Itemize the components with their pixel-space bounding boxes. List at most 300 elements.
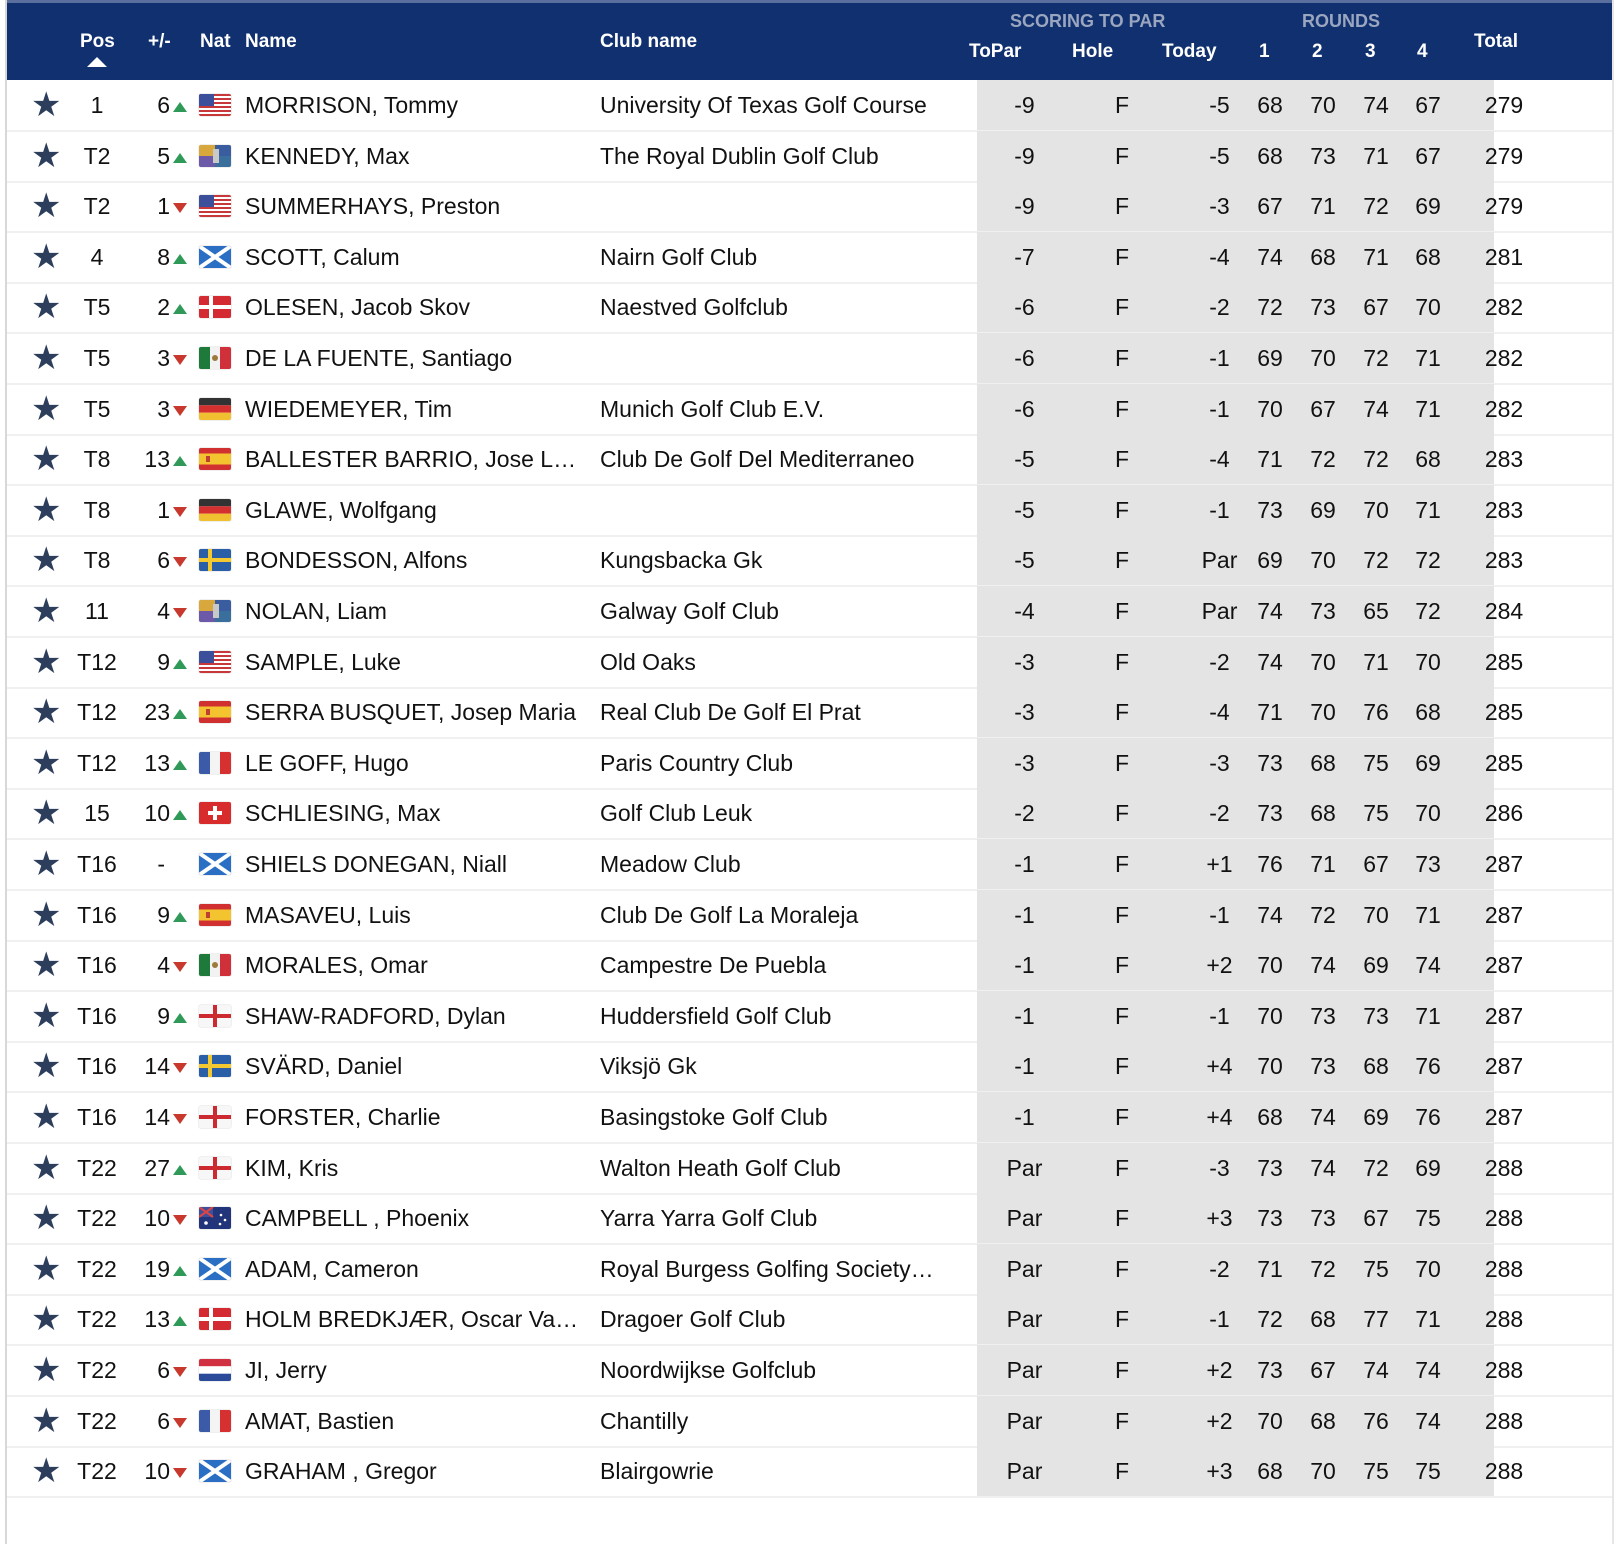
- round-3: 67: [1363, 1205, 1389, 1232]
- round-3: 74: [1363, 395, 1389, 422]
- flag-eng-icon: [199, 1106, 231, 1128]
- position: T8: [83, 446, 111, 473]
- total: 287: [1484, 1104, 1524, 1130]
- moved-down-icon: [173, 1114, 187, 1124]
- total: 279: [1484, 92, 1524, 118]
- position: T22: [77, 1407, 117, 1434]
- total: 281: [1484, 243, 1524, 270]
- flag-swe-icon: [199, 549, 231, 571]
- flag-usa-icon: [199, 195, 231, 217]
- favorite-star-icon[interactable]: ★: [31, 946, 62, 985]
- today: -1: [1209, 1002, 1230, 1029]
- hole: F: [1114, 952, 1130, 979]
- table-row[interactable]: [7, 485, 1612, 537]
- column-header-club[interactable]: Club name: [600, 31, 698, 52]
- table-row[interactable]: [7, 1041, 1612, 1093]
- position-change: [144, 788, 187, 838]
- round-1: 70: [1257, 395, 1283, 422]
- player-name[interactable]: NOLAN, Liam: [245, 598, 387, 624]
- player-name[interactable]: WIEDEMEYER, Tim: [245, 395, 453, 422]
- player-name[interactable]: AMAT, Bastien: [245, 1407, 395, 1434]
- hole: F: [1114, 1053, 1130, 1080]
- round-3: 71: [1363, 243, 1389, 270]
- to-par: -1: [1014, 1104, 1035, 1130]
- table-row[interactable]: [7, 940, 1612, 992]
- total: 279: [1484, 193, 1524, 220]
- position-change: [144, 687, 187, 737]
- favorite-star-icon[interactable]: ★: [31, 288, 62, 327]
- club-name: Golf Club Leuk: [600, 800, 753, 827]
- moved-up-icon: [173, 1316, 187, 1326]
- position-change-value: 6: [157, 92, 170, 118]
- table-row[interactable]: [7, 991, 1612, 1043]
- round-4: 68: [1415, 243, 1441, 270]
- moved-up-icon: [173, 1013, 187, 1023]
- table-row[interactable]: [7, 586, 1612, 638]
- today: -2: [1209, 294, 1230, 321]
- flag-eng-icon: [199, 1005, 231, 1027]
- round-2: 72: [1310, 446, 1336, 473]
- table-row[interactable]: [7, 384, 1612, 436]
- club-name: Kungsbacka Gk: [600, 547, 763, 574]
- table-row[interactable]: [7, 1446, 1612, 1498]
- round-1: 73: [1257, 1357, 1283, 1383]
- club-name: Basingstoke Golf Club: [600, 1104, 828, 1130]
- position-change-value: -: [157, 851, 165, 877]
- flag-usa-icon: [199, 651, 231, 673]
- club-name: Viksjö Gk: [600, 1053, 697, 1080]
- favorite-star-icon[interactable]: ★: [31, 592, 62, 630]
- round-3: 72: [1363, 547, 1389, 574]
- round-3: 75: [1363, 800, 1389, 827]
- player-name[interactable]: SHIELS DONEGAN, Niall: [245, 851, 508, 877]
- hole: F: [1114, 395, 1130, 422]
- to-par: -6: [1014, 345, 1035, 371]
- round-3: 70: [1363, 496, 1389, 523]
- round-3: 72: [1363, 1154, 1389, 1181]
- player-name[interactable]: HOLM BREDKJÆR, Oscar Va…: [245, 1306, 579, 1333]
- round-4: 76: [1415, 1053, 1441, 1080]
- club-name: Dragoer Golf Club: [600, 1306, 786, 1333]
- today: +4: [1206, 1104, 1233, 1130]
- round-2: 73: [1310, 1053, 1336, 1080]
- round-3: 77: [1363, 1306, 1389, 1333]
- favorite-star-icon[interactable]: ★: [31, 1148, 62, 1187]
- total: 285: [1484, 749, 1524, 776]
- table-row[interactable]: [7, 434, 1612, 486]
- flag-fra-icon: [199, 752, 231, 774]
- position-change: [157, 535, 187, 585]
- round-3: 75: [1363, 1255, 1389, 1282]
- favorite-star-icon[interactable]: ★: [31, 794, 62, 833]
- favorite-star-icon[interactable]: ★: [31, 339, 62, 377]
- total: 288: [1484, 1407, 1524, 1434]
- to-par: -1: [1014, 901, 1035, 928]
- round-1: 73: [1257, 800, 1283, 827]
- round-2: 74: [1310, 952, 1336, 979]
- player-name[interactable]: DE LA FUENTE, Santiago: [245, 345, 513, 371]
- position: T8: [83, 547, 111, 574]
- favorite-star-icon[interactable]: ★: [31, 1452, 62, 1491]
- club-name: Walton Heath Golf Club: [600, 1154, 841, 1181]
- player-name[interactable]: SUMMERHAYS, Preston: [245, 193, 501, 220]
- flag-sco-icon: [199, 853, 231, 875]
- position-change: [157, 232, 187, 282]
- round-2: 69: [1310, 496, 1336, 523]
- position-change-value: 6: [157, 1407, 170, 1434]
- round-1: 76: [1257, 851, 1283, 877]
- round-1: 67: [1257, 193, 1283, 220]
- round-1: 74: [1257, 901, 1283, 928]
- club-name: Paris Country Club: [600, 749, 794, 776]
- position: T22: [77, 1205, 117, 1232]
- position-change-value: 14: [144, 1104, 170, 1130]
- favorite-star-icon[interactable]: ★: [31, 1351, 62, 1389]
- club-name: University Of Texas Golf Course: [600, 92, 927, 118]
- total: 286: [1484, 800, 1524, 827]
- position: T5: [83, 395, 111, 422]
- total: 288: [1484, 1357, 1524, 1383]
- flag-mex-icon: [199, 347, 231, 369]
- today: -4: [1209, 699, 1230, 726]
- favorite-star-icon[interactable]: ★: [31, 845, 62, 883]
- flag-ger-icon: [199, 499, 231, 521]
- hole: F: [1114, 901, 1130, 928]
- column-header-change[interactable]: +/-: [148, 31, 171, 52]
- club-name: Blairgowrie: [600, 1458, 714, 1485]
- table-row[interactable]: [7, 1193, 1612, 1245]
- position-change: [144, 1193, 187, 1243]
- round-4: 75: [1415, 1458, 1441, 1485]
- club-name: Huddersfield Golf Club: [600, 1002, 832, 1029]
- round-1: 73: [1257, 496, 1283, 523]
- column-header-nat[interactable]: Nat: [200, 31, 231, 52]
- position-change: [157, 384, 187, 434]
- column-header-today[interactable]: Today: [1162, 41, 1217, 62]
- to-par: -9: [1014, 142, 1035, 169]
- round-2: 74: [1310, 1154, 1336, 1181]
- round-2: 70: [1310, 345, 1336, 371]
- to-par: -4: [1014, 598, 1035, 624]
- favorite-star-icon[interactable]: ★: [31, 1300, 62, 1339]
- favorite-star-icon[interactable]: ★: [31, 136, 62, 175]
- player-name[interactable]: SVÄRD, Daniel: [245, 1053, 403, 1080]
- round-1: 71: [1257, 699, 1283, 726]
- position-change: [157, 80, 187, 130]
- round-1: 72: [1257, 1306, 1283, 1333]
- table-row[interactable]: [7, 80, 1612, 132]
- round-4: 70: [1415, 648, 1441, 675]
- position-change: [157, 485, 187, 535]
- position-change-value: 5: [157, 142, 170, 169]
- favorite-star-icon[interactable]: ★: [31, 1098, 62, 1136]
- round-1: 69: [1257, 547, 1283, 574]
- to-par: -6: [1014, 294, 1035, 321]
- position-change-value: 4: [157, 598, 170, 624]
- favorite-star-icon[interactable]: ★: [31, 86, 62, 124]
- favorite-star-icon[interactable]: ★: [31, 1401, 62, 1440]
- round-4: 71: [1415, 345, 1441, 371]
- player-name[interactable]: JI, Jerry: [245, 1357, 327, 1383]
- player-name[interactable]: LE GOFF, Hugo: [245, 749, 409, 776]
- position-change: [157, 1345, 187, 1395]
- round-2: 71: [1310, 851, 1336, 877]
- round-3: 75: [1363, 749, 1389, 776]
- player-name[interactable]: KIM, Kris: [245, 1154, 339, 1181]
- table-row[interactable]: [7, 232, 1612, 284]
- to-par: Par: [1006, 1458, 1043, 1485]
- round-4: 71: [1415, 901, 1441, 928]
- position-change-value: 27: [144, 1154, 170, 1181]
- table-row[interactable]: [7, 1345, 1612, 1397]
- today: -3: [1209, 193, 1230, 220]
- club-name: Nairn Golf Club: [600, 243, 758, 270]
- player-name[interactable]: MASAVEU, Luis: [245, 901, 411, 928]
- table-row[interactable]: [7, 1396, 1612, 1448]
- round-1: 73: [1257, 749, 1283, 776]
- player-name[interactable]: SAMPLE, Luke: [245, 648, 401, 675]
- position-change-value: 23: [144, 699, 170, 726]
- round-2: 72: [1310, 901, 1336, 928]
- club-name: Naestved Golfclub: [600, 294, 788, 321]
- position-change: [144, 434, 187, 484]
- position-change-value: 1: [157, 193, 170, 220]
- column-header-round-2[interactable]: 2: [1312, 41, 1323, 62]
- player-name[interactable]: GRAHAM , Gregor: [245, 1458, 437, 1485]
- total: 288: [1484, 1306, 1524, 1333]
- today: Par: [1201, 598, 1238, 624]
- favorite-star-icon[interactable]: ★: [31, 389, 62, 428]
- today: -1: [1209, 345, 1230, 371]
- round-2: 72: [1310, 1255, 1336, 1282]
- total: 283: [1484, 496, 1524, 523]
- to-par: -1: [1014, 851, 1035, 877]
- table-row[interactable]: [7, 181, 1612, 233]
- round-2: 70: [1310, 547, 1336, 574]
- round-1: 68: [1257, 1104, 1283, 1130]
- club-name: Club De Golf Del Mediterraneo: [600, 446, 915, 473]
- favorite-star-icon[interactable]: ★: [31, 996, 62, 1035]
- favorite-star-icon[interactable]: ★: [31, 1047, 62, 1086]
- moved-down-icon: [173, 203, 187, 213]
- to-par: -9: [1014, 92, 1035, 118]
- position-change: [157, 282, 187, 332]
- flag-eng-icon: [199, 1157, 231, 1179]
- hole: F: [1114, 193, 1130, 220]
- position-change: [157, 181, 187, 231]
- player-name[interactable]: SERRA BUSQUET, Josep Maria: [245, 699, 577, 726]
- club-name: Meadow Club: [600, 851, 741, 877]
- table-row[interactable]: [7, 738, 1612, 790]
- position-change-value: 6: [157, 547, 170, 574]
- moved-up-icon: [173, 709, 187, 719]
- hole: F: [1114, 243, 1130, 270]
- favorite-star-icon[interactable]: ★: [31, 490, 62, 529]
- round-1: 74: [1257, 648, 1283, 675]
- round-2: 73: [1310, 294, 1336, 321]
- to-par: Par: [1006, 1255, 1043, 1282]
- favorite-star-icon[interactable]: ★: [31, 1249, 62, 1288]
- round-3: 71: [1363, 648, 1389, 675]
- table-row[interactable]: [7, 890, 1612, 942]
- table-row[interactable]: [7, 1143, 1612, 1195]
- total: 284: [1484, 598, 1524, 624]
- total: 282: [1484, 345, 1524, 371]
- position: 1: [90, 92, 104, 118]
- hole: F: [1114, 345, 1130, 371]
- round-4: 67: [1415, 142, 1441, 169]
- position: T22: [77, 1458, 117, 1485]
- column-header-name[interactable]: Name: [245, 31, 297, 52]
- flag-aus-icon: [199, 1207, 231, 1229]
- column-header-total[interactable]: Total: [1474, 31, 1518, 52]
- to-par: -6: [1014, 395, 1035, 422]
- round-4: 71: [1415, 496, 1441, 523]
- today: +2: [1206, 952, 1233, 979]
- round-3: 71: [1363, 142, 1389, 169]
- table-row[interactable]: [7, 1244, 1612, 1296]
- sort-ascending-icon[interactable]: [87, 57, 107, 67]
- moved-down-icon: [173, 1367, 187, 1377]
- player-name[interactable]: SHAW-RADFORD, Dylan: [245, 1002, 506, 1029]
- to-par: -5: [1014, 547, 1035, 574]
- today: -1: [1209, 395, 1230, 422]
- hole: F: [1114, 1255, 1130, 1282]
- round-3: 75: [1363, 1458, 1389, 1485]
- round-2: 67: [1310, 1357, 1336, 1383]
- table-row[interactable]: [7, 535, 1612, 587]
- table-row[interactable]: [7, 637, 1612, 689]
- column-header-topar[interactable]: ToPar: [969, 41, 1022, 62]
- flag-sco-icon: [199, 1258, 231, 1280]
- player-name[interactable]: OLESEN, Jacob Skov: [245, 294, 470, 321]
- round-2: 68: [1310, 1407, 1336, 1434]
- table-row[interactable]: [7, 1092, 1612, 1144]
- position-change-value: 4: [157, 952, 170, 979]
- player-name[interactable]: MORALES, Omar: [245, 952, 428, 979]
- table-row[interactable]: [7, 839, 1612, 891]
- total: 283: [1484, 446, 1524, 473]
- favorite-star-icon[interactable]: ★: [31, 187, 62, 226]
- favorite-star-icon[interactable]: ★: [31, 541, 62, 580]
- position-change: [157, 1396, 187, 1446]
- position-change: [157, 991, 187, 1041]
- round-4: 68: [1415, 446, 1441, 473]
- position-change: [144, 1041, 187, 1091]
- player-name[interactable]: BONDESSON, Alfons: [245, 547, 468, 574]
- table-header: [7, 0, 1612, 80]
- moved-up-icon: [173, 1165, 187, 1175]
- flag-den-icon: [199, 296, 231, 318]
- player-name[interactable]: SCHLIESING, Max: [245, 800, 441, 827]
- round-2: 68: [1310, 243, 1336, 270]
- moved-down-icon: [173, 507, 187, 517]
- round-2: 70: [1310, 1458, 1336, 1485]
- club-name: Club De Golf La Moraleja: [600, 901, 859, 928]
- table-row[interactable]: [7, 1294, 1612, 1346]
- club-name: Noordwijkse Golfclub: [600, 1357, 817, 1383]
- today: -1: [1209, 1306, 1230, 1333]
- favorite-star-icon[interactable]: ★: [31, 1199, 62, 1238]
- round-1: 73: [1257, 1205, 1283, 1232]
- player-name[interactable]: ADAM, Cameron: [245, 1255, 419, 1282]
- hole: F: [1114, 699, 1130, 726]
- favorite-star-icon[interactable]: ★: [31, 895, 62, 934]
- today: +1: [1206, 851, 1233, 877]
- position-change-value: 2: [157, 294, 170, 321]
- round-3: 70: [1363, 901, 1389, 928]
- round-1: 70: [1257, 952, 1283, 979]
- position-change-value: 13: [144, 749, 170, 776]
- player-name[interactable]: CAMPBELL , Phoenix: [245, 1205, 470, 1232]
- round-4: 74: [1415, 1407, 1441, 1434]
- table-row[interactable]: [7, 333, 1612, 385]
- round-4: 71: [1415, 1002, 1441, 1029]
- column-header-round-4[interactable]: 4: [1417, 41, 1428, 62]
- position-change-value: 10: [144, 1458, 170, 1485]
- favorite-star-icon[interactable]: ★: [31, 440, 62, 479]
- moved-up-icon: [173, 304, 187, 314]
- player-name[interactable]: BALLESTER BARRIO, Jose L…: [245, 446, 577, 473]
- position: T16: [77, 952, 117, 979]
- favorite-star-icon[interactable]: ★: [31, 642, 62, 681]
- position-change: [157, 333, 187, 383]
- to-par: Par: [1006, 1357, 1043, 1383]
- favorite-star-icon[interactable]: ★: [31, 237, 62, 276]
- table-row[interactable]: [7, 131, 1612, 183]
- position-change: [144, 1092, 187, 1142]
- position: T22: [77, 1154, 117, 1181]
- round-1: 74: [1257, 598, 1283, 624]
- round-2: 70: [1310, 92, 1336, 118]
- favorite-star-icon[interactable]: ★: [31, 743, 62, 782]
- position: T12: [77, 648, 117, 675]
- round-1: 68: [1257, 92, 1283, 118]
- moved-down-icon: [173, 557, 187, 567]
- hole: F: [1114, 1306, 1130, 1333]
- round-3: 74: [1363, 92, 1389, 118]
- moved-up-icon: [173, 254, 187, 264]
- column-header-round-3[interactable]: 3: [1365, 41, 1376, 62]
- moved-down-icon: [173, 1215, 187, 1225]
- round-1: 72: [1257, 294, 1283, 321]
- total: 282: [1484, 395, 1524, 422]
- table-row[interactable]: [7, 687, 1612, 739]
- round-4: 67: [1415, 92, 1441, 118]
- table-row[interactable]: [7, 282, 1612, 334]
- column-header-hole[interactable]: Hole: [1072, 41, 1114, 62]
- column-header-round-1[interactable]: 1: [1259, 41, 1270, 62]
- round-3: 76: [1363, 1407, 1389, 1434]
- position-change: [144, 1294, 187, 1344]
- table-row[interactable]: [7, 788, 1612, 840]
- hole: F: [1114, 446, 1130, 473]
- player-name[interactable]: FORSTER, Charlie: [245, 1104, 441, 1130]
- moved-up-icon: [173, 102, 187, 112]
- column-header-pos[interactable]: Pos: [80, 31, 115, 52]
- moved-up-icon: [173, 760, 187, 770]
- club-name: Old Oaks: [600, 648, 696, 675]
- player-name[interactable]: KENNEDY, Max: [245, 142, 410, 169]
- round-4: 74: [1415, 952, 1441, 979]
- position-change: [144, 1244, 187, 1294]
- player-name[interactable]: GLAWE, Wolfgang: [245, 496, 437, 523]
- hole: F: [1114, 1104, 1130, 1130]
- position-change-value: 9: [157, 1002, 170, 1029]
- player-name[interactable]: MORRISON, Tommy: [245, 92, 458, 118]
- favorite-star-icon[interactable]: ★: [31, 693, 62, 732]
- player-name[interactable]: SCOTT, Calum: [245, 243, 400, 270]
